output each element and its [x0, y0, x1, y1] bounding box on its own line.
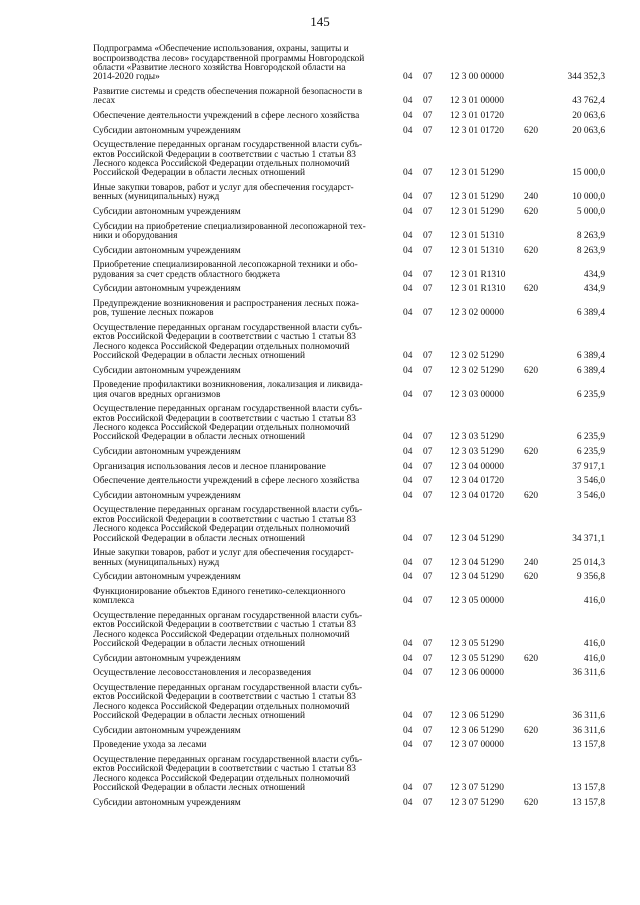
table-row — [93, 793, 605, 808]
table-row — [93, 295, 605, 319]
row-name-cell: Иные закупки товаров, работ и услуг для обеспечения государст- венных (муниципальных) нужд — [93, 548, 354, 568]
row-amount: 6 389,4 — [576, 308, 605, 319]
row-target-code: 12 3 06 51290 — [450, 711, 504, 721]
row-target-code: 12 3 05 00000 — [450, 596, 504, 607]
row-target-code: 12 3 02 00000 — [450, 308, 504, 319]
row-amount: 416,0 — [583, 653, 605, 664]
row-target-code: 12 3 01 01720 — [450, 111, 504, 121]
row-amount: 3 546,0 — [576, 490, 605, 501]
row-expense-type-code: 240 — [524, 557, 539, 568]
row-section-code: 04 — [403, 207, 413, 217]
row-name-cell: Проведение профилактики возникновения, локализация и ликвида- ция очагов вредных организмов — [93, 380, 363, 400]
row-subsection-code: 07 — [423, 725, 433, 736]
row-subsection-code: 07 — [423, 308, 433, 319]
row-name-cell: Субсидии автономным учреждениям — [93, 365, 241, 376]
row-target-code: 12 3 00 00000 — [450, 72, 504, 83]
row-amount: 25 014,3 — [572, 557, 605, 568]
row-section-code: 04 — [403, 596, 413, 607]
row-amount: 10 000,0 — [572, 192, 605, 203]
row-subsection-code: 07 — [423, 192, 433, 203]
row-name-cell: Осуществление переданных органам государственной власти субъ- ектов Российской Федерации в соответствии с частью 1 статьи 83 Лесного кодекса Российской Федерации отдельных полномочий Российской Федерации в области лесных отношений — [93, 404, 363, 443]
row-amount: 6 235,9 — [576, 447, 605, 457]
row-amount: 8 263,9 — [576, 231, 605, 241]
table-row — [93, 649, 605, 664]
table-row — [93, 457, 605, 472]
row-section-code: 04 — [403, 797, 413, 808]
row-name-cell: Функционирование объектов Единого генетико-селекционного комплекса — [93, 586, 346, 607]
table-row — [93, 487, 605, 502]
row-name-cell: Осуществление переданных органам государственной власти субъ- ектов Российской Федерации в соответствии с частью 1 статьи 83 Лесного кодекса Российской Федерации отдельных полномочий Российской Федерации в области лесных отношений — [93, 610, 363, 649]
row-subsection-code: 07 — [423, 653, 433, 664]
row-expense-type-code — [524, 664, 552, 679]
table-row — [93, 256, 605, 280]
row-subsection-code: 07 — [423, 245, 433, 256]
budget-table-body — [93, 40, 605, 808]
row-amount: 6 235,9 — [576, 432, 605, 443]
row-subsection-code: 07 — [423, 111, 433, 121]
row-section-code: 04 — [403, 389, 413, 400]
row-subsection-code: 07 — [423, 389, 433, 400]
row-subsection-code: 07 — [423, 365, 433, 376]
row-section-code: 04 — [403, 725, 413, 736]
row-expense-type-code — [524, 83, 552, 107]
row-name-cell: Субсидии автономным учреждениям — [93, 725, 241, 736]
row-target-code: 12 3 01 51310 — [450, 245, 504, 256]
row-subsection-code: 07 — [423, 284, 433, 295]
page-number: 145 — [310, 14, 330, 29]
row-section-code: 04 — [403, 740, 413, 751]
row-amount: 13 157,8 — [572, 740, 605, 751]
row-section-code: 04 — [403, 711, 413, 721]
row-target-code: 12 3 04 51290 — [450, 572, 504, 583]
row-name-cell: Осуществление переданных органам государственной власти субъ- ектов Российской Федерации в соответствии с частью 1 статьи 83 Лесного кодекса Российской Федерации отдельных полномочий Российской Федерации в области лесных отношений — [93, 140, 363, 179]
row-subsection-code: 07 — [423, 572, 433, 583]
row-section-code: 04 — [403, 639, 413, 649]
row-section-code: 04 — [403, 557, 413, 568]
row-subsection-code: 07 — [423, 639, 433, 649]
row-subsection-code: 07 — [423, 231, 433, 241]
row-expense-type-code — [524, 501, 552, 544]
row-expense-type-code: 620 — [524, 572, 539, 583]
row-subsection-code: 07 — [423, 797, 433, 808]
row-amount: 37 917,1 — [572, 461, 605, 472]
row-expense-type-code: 620 — [524, 245, 539, 256]
table-row — [93, 40, 605, 83]
row-section-code: 04 — [403, 269, 413, 280]
row-amount: 36 311,6 — [572, 711, 605, 721]
row-section-code: 04 — [403, 111, 413, 121]
row-subsection-code: 07 — [423, 447, 433, 457]
row-expense-type-code — [524, 136, 552, 179]
row-subsection-code: 07 — [423, 168, 433, 179]
row-section-code: 04 — [403, 572, 413, 583]
row-section-code: 04 — [403, 490, 413, 501]
row-target-code: 12 3 04 00000 — [450, 461, 504, 472]
row-expense-type-code — [524, 295, 552, 319]
row-section-code: 04 — [403, 125, 413, 136]
row-section-code: 04 — [403, 365, 413, 376]
row-amount: 3 546,0 — [576, 476, 605, 487]
row-name-cell: Осуществление переданных органам государственной власти субъ- ектов Российской Федерации в соответствии с частью 1 статьи 83 Лесного кодекса Российской Федерации отдельных полномочий Российской Федерации в области лесных отношений — [93, 322, 363, 361]
row-section-code: 04 — [403, 284, 413, 295]
row-name-cell: Субсидии на приобретение специализированной лесопожарной тех- ники и оборудования — [93, 221, 366, 241]
table-row — [93, 280, 605, 295]
row-name-cell: Субсидии автономным учреждениям — [93, 797, 241, 808]
row-section-code: 04 — [403, 308, 413, 319]
row-name-cell: Осуществление переданных органам государственной власти субъ- ектов Российской Федерации в соответствии с частью 1 статьи 83 Лесного кодекса Российской Федерации отдельных полномочий Российской Федерации в области лесных отношений — [93, 682, 363, 721]
table-row — [93, 443, 605, 458]
row-section-code: 04 — [403, 96, 413, 107]
row-amount: 6 235,9 — [576, 389, 605, 400]
row-target-code: 12 3 05 51290 — [450, 639, 504, 649]
table-row — [93, 121, 605, 136]
row-target-code: 12 3 01 01720 — [450, 125, 504, 136]
table-row — [93, 217, 605, 241]
row-amount: 34 371,1 — [572, 533, 605, 544]
row-name-cell: Подпрограмма «Обеспечение использования, охраны, защиты и воспроизводства лесов» государственной программы Новгородской области «Развитие лесного хозяйства Новгородской области на 2014-2020 годы» — [93, 44, 365, 83]
row-amount: 434,9 — [583, 284, 605, 295]
row-expense-type-code: 620 — [524, 447, 539, 457]
table-row — [93, 679, 605, 722]
row-amount: 344 352,3 — [567, 72, 605, 83]
row-expense-type-code: 240 — [524, 192, 539, 203]
row-expense-type-code: 620 — [524, 490, 539, 501]
row-expense-type-code — [524, 319, 552, 362]
row-section-code: 04 — [403, 447, 413, 457]
table-row — [93, 376, 605, 400]
row-target-code: 12 3 04 01720 — [450, 476, 504, 487]
row-name-cell: Организация использования лесов и лесное планирование — [93, 461, 326, 472]
row-expense-type-code — [524, 217, 552, 241]
table-row — [93, 241, 605, 256]
row-amount: 20 063,6 — [572, 111, 605, 121]
row-target-code: 12 3 03 00000 — [450, 389, 504, 400]
row-target-code: 12 3 07 00000 — [450, 740, 504, 751]
row-section-code: 04 — [403, 668, 413, 679]
row-target-code: 12 3 07 51290 — [450, 797, 504, 808]
row-expense-type-code: 620 — [524, 207, 539, 217]
row-amount: 36 311,6 — [572, 668, 605, 679]
table-row — [93, 736, 605, 751]
row-subsection-code: 07 — [423, 96, 433, 107]
row-subsection-code: 07 — [423, 740, 433, 751]
row-target-code: 12 3 03 51290 — [450, 432, 504, 443]
row-subsection-code: 07 — [423, 125, 433, 136]
table-row — [93, 568, 605, 583]
row-subsection-code: 07 — [423, 783, 433, 793]
row-expense-type-code — [524, 751, 552, 794]
row-expense-type-code: 620 — [524, 284, 539, 295]
row-target-code: 12 3 01 00000 — [450, 96, 504, 107]
row-target-code: 12 3 04 51290 — [450, 557, 504, 568]
row-name-cell: Субсидии автономным учреждениям — [93, 653, 241, 664]
row-subsection-code: 07 — [423, 476, 433, 487]
row-name-cell: Осуществление переданных органам государственной власти субъ- ектов Российской Федерации в соответствии с частью 1 статьи 83 Лесного кодекса Российской Федерации отдельных полномочий Российской Федерации в области лесных отношений — [93, 754, 363, 793]
row-section-code: 04 — [403, 432, 413, 443]
row-name-cell: Предупреждение возникновения и распространения лесных пожа- ров, тушение лесных пожаров — [93, 298, 359, 319]
row-section-code: 04 — [403, 476, 413, 487]
row-expense-type-code: 620 — [524, 653, 539, 664]
row-expense-type-code — [524, 256, 552, 280]
row-subsection-code: 07 — [423, 461, 433, 472]
row-section-code: 04 — [403, 351, 413, 361]
row-name-cell: Субсидии автономным учреждениям — [93, 207, 241, 217]
row-section-code: 04 — [403, 72, 413, 83]
row-amount: 43 762,4 — [572, 96, 605, 107]
row-expense-type-code — [524, 583, 552, 607]
row-target-code: 12 3 01 51310 — [450, 231, 504, 241]
row-name-cell: Осуществление переданных органам государственной власти субъ- ектов Российской Федерации в соответствии с частью 1 статьи 83 Лесного кодекса Российской Федерации отдельных полномочий Российской Федерации в области лесных отношений — [93, 505, 363, 544]
row-target-code: 12 3 05 51290 — [450, 653, 504, 664]
table-row — [93, 721, 605, 736]
row-section-code: 04 — [403, 245, 413, 256]
table-row — [93, 136, 605, 179]
row-subsection-code: 07 — [423, 490, 433, 501]
row-expense-type-code: 620 — [524, 725, 539, 736]
row-name-cell: Обеспечение деятельности учреждений в сфере лесного хозяйства — [93, 111, 360, 121]
row-target-code: 12 3 06 51290 — [450, 725, 504, 736]
table-row — [93, 83, 605, 107]
row-amount: 13 157,8 — [572, 797, 605, 808]
row-amount: 416,0 — [583, 639, 605, 649]
row-target-code: 12 3 01 R1310 — [450, 269, 506, 280]
row-name-cell: Обеспечение деятельности учреждений в сфере лесного хозяйства — [93, 476, 360, 487]
row-name-cell: Субсидии автономным учреждениям — [93, 447, 241, 457]
row-amount: 416,0 — [583, 596, 605, 607]
row-name-cell: Проведение ухода за лесами — [93, 740, 207, 751]
row-target-code: 12 3 06 00000 — [450, 668, 504, 679]
row-amount: 36 311,6 — [572, 725, 605, 736]
row-section-code: 04 — [403, 653, 413, 664]
row-subsection-code: 07 — [423, 596, 433, 607]
table-row — [93, 501, 605, 544]
table-row — [93, 751, 605, 794]
row-expense-type-code: 620 — [524, 797, 539, 808]
row-target-code: 12 3 02 51290 — [450, 365, 504, 376]
row-amount: 6 389,4 — [576, 365, 605, 376]
table-row — [93, 664, 605, 679]
row-amount: 5 000,0 — [576, 207, 605, 217]
row-section-code: 04 — [403, 533, 413, 544]
table-row — [93, 203, 605, 218]
table-row — [93, 607, 605, 650]
row-expense-type-code — [524, 679, 552, 722]
row-amount: 20 063,6 — [572, 125, 605, 136]
row-target-code: 12 3 04 01720 — [450, 490, 504, 501]
row-target-code: 12 3 01 R1310 — [450, 284, 506, 295]
row-expense-type-code — [524, 457, 552, 472]
row-section-code: 04 — [403, 461, 413, 472]
row-expense-type-code — [524, 40, 552, 83]
row-amount: 434,9 — [583, 269, 605, 280]
table-row — [93, 400, 605, 443]
row-target-code: 12 3 07 51290 — [450, 783, 504, 793]
row-amount: 13 157,8 — [572, 783, 605, 793]
row-subsection-code: 07 — [423, 269, 433, 280]
row-subsection-code: 07 — [423, 351, 433, 361]
row-subsection-code: 07 — [423, 432, 433, 443]
row-section-code: 04 — [403, 192, 413, 203]
row-target-code: 12 3 01 51290 — [450, 207, 504, 217]
row-subsection-code: 07 — [423, 711, 433, 721]
row-name-cell: Субсидии автономным учреждениям — [93, 245, 241, 256]
row-section-code: 04 — [403, 168, 413, 179]
table-row — [93, 544, 605, 568]
row-subsection-code: 07 — [423, 72, 433, 83]
budget-table — [93, 40, 605, 808]
row-target-code: 12 3 04 51290 — [450, 533, 504, 544]
row-target-code: 12 3 02 51290 — [450, 351, 504, 361]
table-row — [93, 583, 605, 607]
row-expense-type-code — [524, 400, 552, 443]
row-section-code: 04 — [403, 783, 413, 793]
row-amount: 15 000,0 — [572, 168, 605, 179]
row-target-code: 12 3 03 51290 — [450, 447, 504, 457]
row-name-cell: Приобретение специализированной лесопожарной техники и обо- рудования за счет средств областного бюджета — [93, 260, 358, 280]
table-row — [93, 319, 605, 362]
row-expense-type-code: 620 — [524, 125, 539, 136]
row-name-cell: Иные закупки товаров, работ и услуг для обеспечения государст- венных (муниципальных) нужд — [93, 183, 354, 203]
row-amount: 8 263,9 — [576, 245, 605, 256]
row-subsection-code: 07 — [423, 207, 433, 217]
row-subsection-code: 07 — [423, 533, 433, 544]
row-name-cell: Субсидии автономным учреждениям — [93, 490, 241, 501]
row-name-cell: Субсидии автономным учреждениям — [93, 125, 241, 136]
table-row — [93, 361, 605, 376]
row-amount: 6 389,4 — [576, 351, 605, 361]
row-name-cell: Субсидии автономным учреждениям — [93, 572, 241, 583]
row-target-code: 12 3 01 51290 — [450, 192, 504, 203]
row-name-cell: Осуществление лесовосстановления и лесоразведения — [93, 668, 312, 679]
table-row — [93, 472, 605, 487]
table-row — [93, 107, 605, 122]
row-amount: 9 356,8 — [576, 572, 605, 583]
row-expense-type-code — [524, 376, 552, 400]
row-subsection-code: 07 — [423, 557, 433, 568]
row-expense-type-code — [524, 736, 552, 751]
row-target-code: 12 3 01 51290 — [450, 168, 504, 179]
row-name-cell: Субсидии автономным учреждениям — [93, 284, 241, 295]
row-subsection-code: 07 — [423, 668, 433, 679]
row-expense-type-code — [524, 107, 552, 122]
row-name-cell: Развитие системы и средств обеспечения пожарной безопасности в лесах — [93, 87, 363, 107]
table-row — [93, 179, 605, 203]
row-expense-type-code — [524, 472, 552, 487]
row-expense-type-code: 620 — [524, 365, 539, 376]
row-expense-type-code — [524, 607, 552, 650]
row-section-code: 04 — [403, 231, 413, 241]
